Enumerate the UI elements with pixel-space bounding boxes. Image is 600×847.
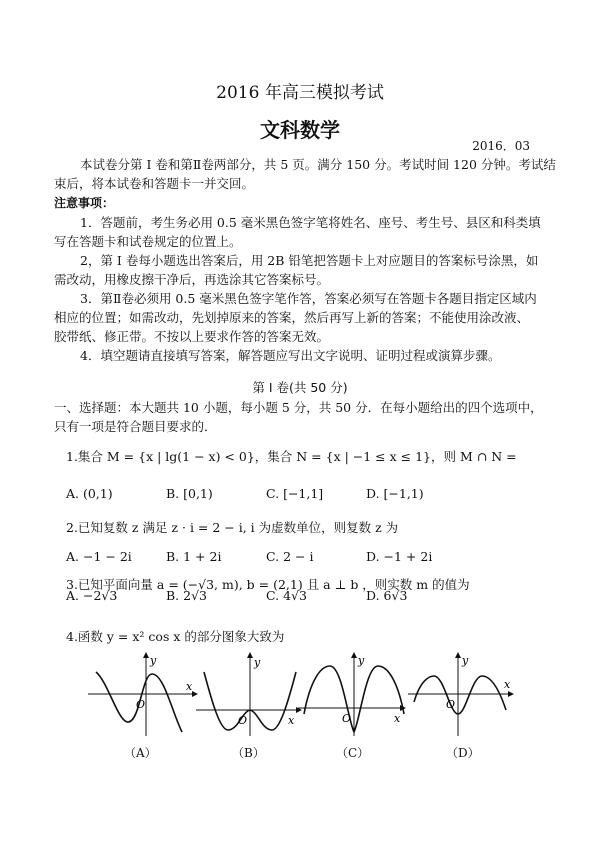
origin-label: O	[238, 714, 248, 727]
option-b: B. 2√3	[166, 588, 208, 603]
graph-b	[196, 652, 306, 736]
origin-label: O	[446, 698, 456, 711]
option-c: C. [−1,1]	[266, 486, 324, 501]
option-b: B. 1 + 2i	[166, 549, 222, 564]
y-axis-label: y	[462, 654, 469, 667]
question-4-stem: 4.函数 y = x² cos x 的部分图象大致为	[66, 629, 285, 644]
notice-line: 需改动，用橡皮擦干净后，再选涂其它答案标号。	[54, 272, 330, 287]
graph-c	[298, 652, 408, 736]
notice-line: 相应的位置；如需改动，先划掉原来的答案，然后再写上新的答案；不能使用涂改液、	[54, 310, 530, 325]
subject-title: 文科数学	[260, 118, 340, 142]
part1-line-1: 一、选择题：本大题共 10 小题，每小题 5 分，共 50 分．在每小题给出的四个选项中，	[54, 400, 543, 415]
y-axis-label: y	[254, 656, 261, 669]
question-3-stem: 3.已知平面向量 a = (−√3, m), b = (2,1) 且 a ⊥ b ，则实数 m 的值为	[66, 577, 470, 592]
question-2-stem: 2.已知复数 z 满足 z · i = 2 − i, i 为虚数单位，则复数 z 为	[66, 520, 399, 535]
notice-line: 写在答题卡和试卷规定的位置上。	[54, 234, 242, 249]
intro-line-1: 本试卷分第 I 卷和第Ⅱ卷两部分，共 5 页。满分 150 分。考试时间 120 分钟。考试结	[80, 157, 556, 172]
x-axis-label: x	[394, 712, 401, 725]
graph-d-label: （D）	[446, 746, 480, 760]
y-axis-label: y	[150, 654, 157, 667]
graph-d	[408, 652, 518, 736]
part1-line-2: 只有一项是符合题目要求的．	[54, 419, 217, 434]
notice-line: 1．答题前，考生务必用 0.5 毫米黑色签字笔将姓名、座号、考生号、县区和科类填	[80, 215, 541, 230]
graph-a	[88, 652, 198, 736]
intro-line-2: 束后，将本试卷和答题卡一并交回。	[54, 176, 255, 191]
notice-line: 胶带纸、修正带。不按以上要求作答的答案无效。	[54, 329, 330, 344]
x-axis-label: x	[288, 714, 295, 727]
option-a: A. (0,1)	[66, 486, 113, 501]
section-title: 第 I 卷(共 50 分)	[252, 380, 348, 395]
notice-line: 3．第Ⅱ卷必须用 0.5 毫米黑色签字笔作答，答案必须写在答题卡各题目指定区域内	[80, 291, 537, 306]
option-a: A. −1 − 2i	[66, 549, 132, 564]
option-c: C. 2 − i	[266, 549, 314, 564]
exam-title: 2016 年高三模拟考试	[216, 83, 384, 103]
origin-label: O	[136, 698, 146, 711]
option-a: A. −2√3	[66, 588, 118, 603]
question-1-options	[66, 486, 566, 501]
notice-line: 2，第 I 卷每小题选出答案后，用 2B 铅笔把答题卡上对应题目的答案标号涂黑，如	[80, 253, 539, 268]
notice-title: 注意事项：	[54, 196, 115, 210]
graph-b-label: （B）	[232, 746, 265, 760]
option-d: D. −1 + 2i	[366, 549, 433, 564]
option-c: C. 4√3	[266, 588, 307, 603]
notice-line: 4．填空题请直接填写答案，解答题应写出文字说明、证明过程或演算步骤。	[80, 348, 501, 363]
y-axis-label: y	[358, 654, 365, 667]
exam-date: 2016．03	[472, 139, 530, 153]
question-3-options	[66, 588, 566, 603]
question-2-options	[66, 549, 566, 564]
question-1-stem: 1.集合 M = {x | lg(1 − x) < 0}，集合 N = {x | −1 ≤ x ≤ 1}，则 M ∩ N =	[66, 449, 517, 464]
option-d: D. 6√3	[366, 588, 408, 603]
graph-c-label: （C）	[336, 746, 370, 760]
origin-label: O	[342, 712, 352, 725]
x-axis-label: x	[504, 678, 511, 691]
option-d: D. [−1,1)	[366, 486, 424, 501]
graph-a-label: （A）	[124, 746, 157, 760]
option-b: B. [0,1)	[166, 486, 213, 501]
x-axis-label: x	[186, 680, 193, 693]
